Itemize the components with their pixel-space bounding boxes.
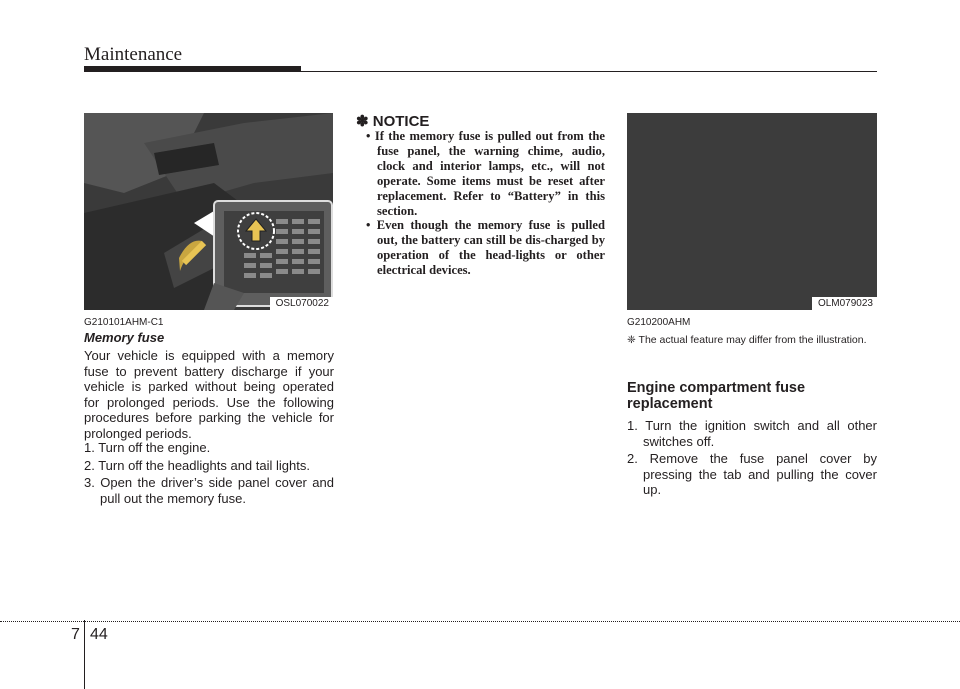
list-item: • Even though the memory fuse is pulled out, the battery can still be dis-charged by operation of the head-lights or other electrical devices.: [366, 218, 605, 278]
engine-fuse-steps: [627, 418, 877, 500]
list-item: • If the memory fuse is pulled out from the fuse panel, the warning chime, audio, clock and interior lamps, etc., will not operate. Some items must be reset after replacement. Refer to “Battery” in this section.: [366, 129, 605, 218]
list-item: 1. Turn off the engine.: [84, 440, 211, 455]
chapter-number: 7: [71, 626, 80, 643]
section-code: G210200AHM: [627, 317, 691, 328]
list-item: 1. Turn the ignition switch and all other switches off.: [627, 418, 877, 449]
photo-caption: OSL070022: [270, 297, 333, 310]
header-rule-thick: [84, 66, 301, 72]
memory-fuse-paragraph: Your vehicle is equipped with a memory fuse to prevent battery discharge if your vehicle is parked without being operated for prolonged periods. Use the following procedures before parking the vehicle for prolonged periods.: [84, 348, 334, 441]
photo-caption: OLM079023: [812, 297, 877, 310]
running-header-title: Maintenance: [84, 44, 183, 65]
list-item: 2. Turn off the headlights and tail lights.: [84, 457, 310, 473]
notice-list: [356, 129, 605, 278]
illustration-note: ❈ The actual feature may differ from the illustration.: [627, 334, 867, 346]
subheading-memory-fuse: Memory fuse: [84, 330, 165, 345]
memory-fuse-steps: [84, 440, 334, 508]
page-number: 44: [90, 626, 108, 643]
footer-vertical-rule: [84, 620, 85, 689]
dashboard-illustration: [84, 113, 333, 310]
footer-dotted-rule: [0, 621, 960, 622]
section-heading: Engine compartment fuse replacement: [627, 380, 806, 412]
notice-title: ✽ NOTICE: [356, 113, 430, 130]
engine-fuse-photo: [627, 113, 877, 310]
header-rule-thin: [301, 71, 877, 72]
section-code: G210101AHM-C1: [84, 317, 164, 328]
list-item: 3. Open the driver’s side panel cover and pull out the memory fuse.: [84, 475, 334, 506]
memory-fuse-photo: [84, 113, 333, 310]
list-item: 2. Remove the fuse panel cover by pressing the tab and pulling the cover up.: [627, 451, 877, 498]
